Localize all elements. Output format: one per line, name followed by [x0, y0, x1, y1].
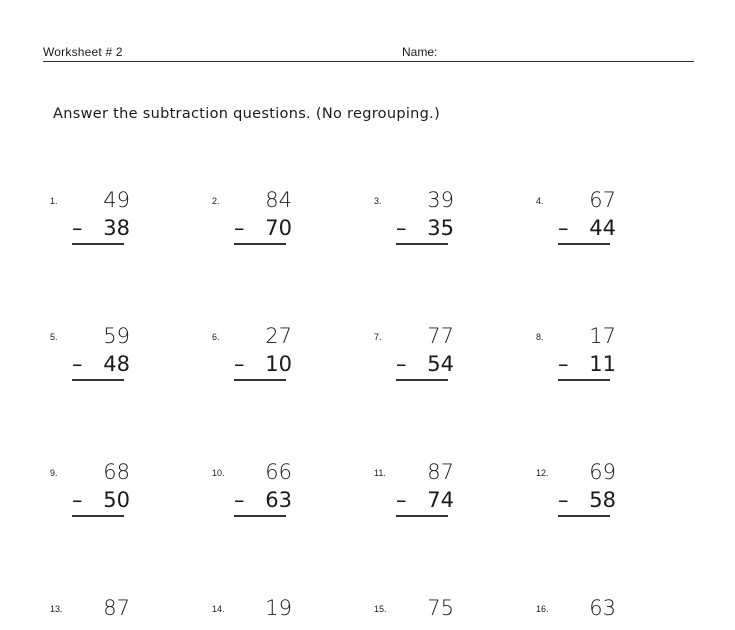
minus-sign: –: [396, 352, 407, 376]
minuend: 87: [103, 596, 130, 620]
minus-sign: –: [234, 488, 245, 512]
problem-number: 14.: [212, 604, 225, 614]
minuend: 17: [589, 324, 616, 348]
problem-number: 8.: [536, 332, 544, 342]
answer-line: [72, 379, 124, 381]
problem-number: 3.: [374, 196, 382, 206]
problem-16: [536, 596, 646, 630]
problem-number: 13.: [50, 604, 63, 614]
problem-number: 15.: [374, 604, 387, 614]
minuend: 69: [589, 460, 616, 484]
worksheet-number: Worksheet # 2: [43, 45, 123, 59]
problem-number: 9.: [50, 468, 58, 478]
minuend: 84: [265, 188, 292, 212]
answer-line: [396, 379, 448, 381]
problem-10: [212, 460, 322, 548]
problem-2: [212, 188, 322, 276]
problem-number: 6.: [212, 332, 220, 342]
problem-number: 11.: [374, 468, 386, 478]
subtrahend: 50: [103, 488, 130, 512]
minus-sign: –: [234, 216, 245, 240]
problem-4: [536, 188, 646, 276]
answer-line: [72, 243, 124, 245]
header-rule: [43, 61, 694, 62]
minuend: 67: [589, 188, 616, 212]
minuend: 87: [427, 460, 454, 484]
problem-number: 7.: [374, 332, 382, 342]
problem-number: 5.: [50, 332, 58, 342]
problem-8: [536, 324, 646, 412]
answer-line: [396, 515, 448, 517]
minus-sign: –: [72, 488, 83, 512]
problem-number: 2.: [212, 196, 220, 206]
minus-sign: –: [558, 216, 569, 240]
problem-number: 1.: [50, 196, 58, 206]
instructions: Answer the subtraction questions. (No regrouping.): [53, 106, 441, 122]
minus-sign: –: [558, 488, 569, 512]
problem-13: [50, 596, 160, 630]
problem-7: [374, 324, 484, 412]
subtrahend: 38: [103, 216, 130, 240]
subtrahend: 35: [427, 216, 454, 240]
subtrahend: 74: [427, 488, 454, 512]
name-label: Name:: [402, 45, 438, 59]
answer-line: [396, 243, 448, 245]
minuend: 49: [103, 188, 130, 212]
minuend: 59: [103, 324, 130, 348]
problem-9: [50, 460, 160, 548]
answer-line: [558, 243, 610, 245]
problem-number: 12.: [536, 468, 549, 478]
answer-line: [72, 515, 124, 517]
minuend: 39: [427, 188, 454, 212]
problem-15: [374, 596, 484, 630]
problem-11: [374, 460, 484, 548]
minuend: 19: [265, 596, 292, 620]
minuend: 27: [265, 324, 292, 348]
answer-line: [234, 515, 286, 517]
subtrahend: 48: [103, 352, 130, 376]
answer-line: [558, 515, 610, 517]
problem-1: [50, 188, 160, 276]
answer-line: [558, 379, 610, 381]
subtrahend: 44: [589, 216, 616, 240]
subtrahend: 10: [265, 352, 292, 376]
minus-sign: –: [396, 216, 407, 240]
minus-sign: –: [558, 352, 569, 376]
minuend: 75: [427, 596, 454, 620]
subtrahend: 70: [265, 216, 292, 240]
problem-6: [212, 324, 322, 412]
problem-3: [374, 188, 484, 276]
subtrahend: 11: [589, 352, 616, 376]
problem-number: 4.: [536, 196, 544, 206]
minuend: 63: [589, 596, 616, 620]
problem-5: [50, 324, 160, 412]
minuend: 68: [103, 460, 130, 484]
minus-sign: –: [72, 352, 83, 376]
problem-12: [536, 460, 646, 548]
subtrahend: 58: [589, 488, 616, 512]
subtrahend: 54: [427, 352, 454, 376]
subtrahend: 63: [265, 488, 292, 512]
minuend: 66: [265, 460, 292, 484]
minus-sign: –: [234, 352, 245, 376]
problem-14: [212, 596, 322, 630]
problem-number: 10.: [212, 468, 225, 478]
minuend: 77: [427, 324, 454, 348]
problem-number: 16.: [536, 604, 549, 614]
minus-sign: –: [72, 216, 83, 240]
minus-sign: –: [396, 488, 407, 512]
answer-line: [234, 243, 286, 245]
answer-line: [234, 379, 286, 381]
